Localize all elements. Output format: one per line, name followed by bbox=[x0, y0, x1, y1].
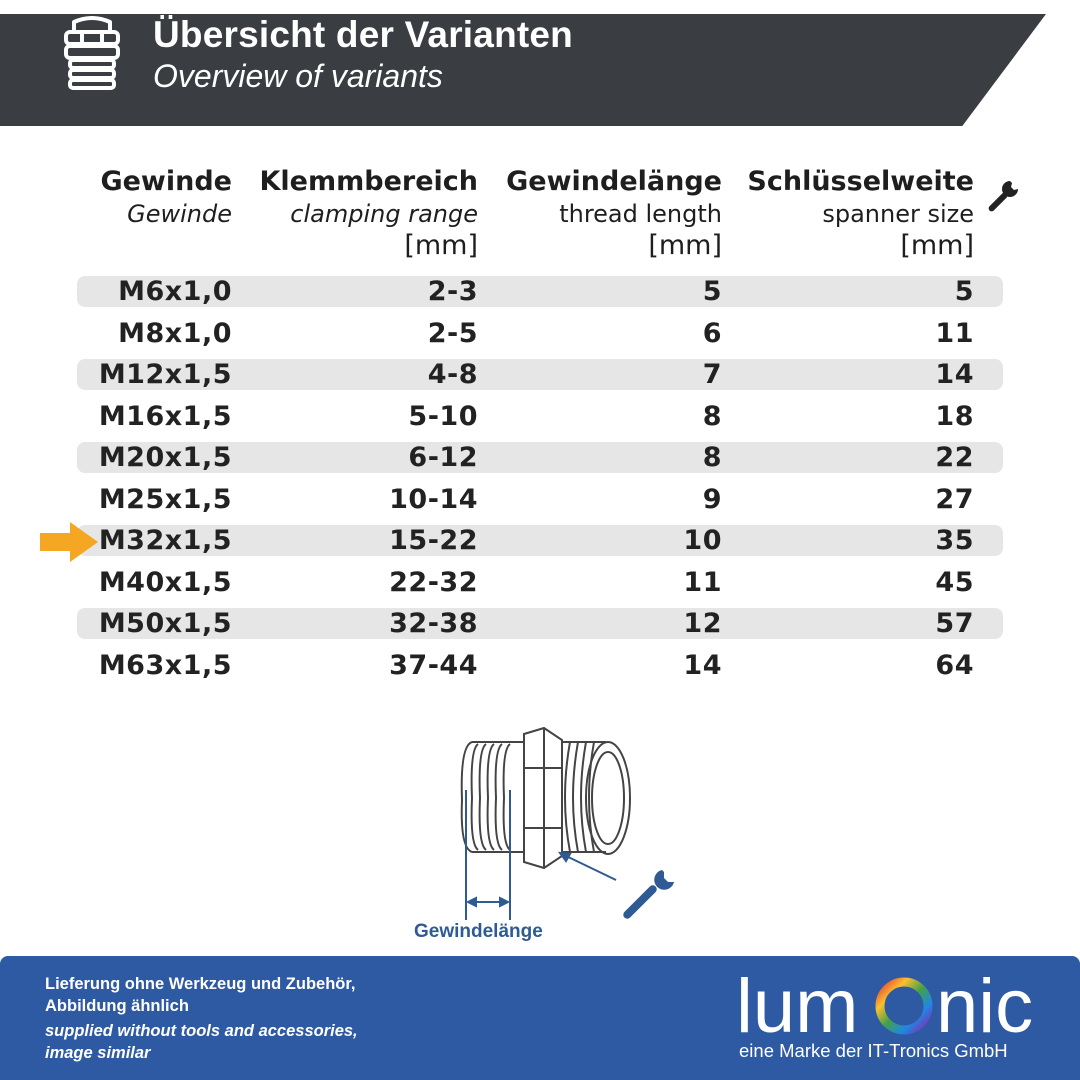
cell-thread: M12x1,5 bbox=[98, 359, 232, 390]
cell-thread-length: 9 bbox=[702, 483, 722, 515]
cell-spanner-size: 45 bbox=[935, 566, 974, 598]
table-row bbox=[0, 313, 1080, 355]
cell-clamping-range: 2-3 bbox=[427, 276, 478, 307]
cell-thread: M25x1,5 bbox=[98, 483, 232, 515]
cell-thread-length: 7 bbox=[702, 359, 722, 390]
svg-text:nic: nic bbox=[936, 966, 1034, 1046]
cell-thread-length: 10 bbox=[683, 525, 722, 556]
cell-thread-length: 12 bbox=[683, 608, 722, 639]
cell-clamping-range: 22-32 bbox=[389, 566, 478, 598]
cell-clamping-range: 2-5 bbox=[427, 317, 478, 349]
cell-clamping-range: 6-12 bbox=[408, 442, 478, 473]
footer bbox=[0, 956, 1080, 1080]
cell-spanner-size: 27 bbox=[935, 483, 974, 515]
table-row bbox=[0, 437, 1080, 479]
page-subtitle: Overview of variants bbox=[153, 58, 443, 94]
column-header-clamping-range: Klemmbereich clamping range [mm] bbox=[259, 166, 478, 261]
cable-gland-icon bbox=[60, 16, 124, 102]
cell-thread-length: 14 bbox=[683, 649, 722, 681]
svg-text:lum: lum bbox=[736, 966, 859, 1046]
thread-adapter-drawing bbox=[400, 720, 700, 934]
cell-thread-length: 5 bbox=[702, 276, 722, 307]
cell-thread: M6x1,0 bbox=[118, 276, 232, 307]
table-row-highlighted bbox=[0, 520, 1080, 562]
cell-clamping-range: 15-22 bbox=[389, 525, 478, 556]
column-header-thread-length: Gewindelänge thread length [mm] bbox=[506, 166, 722, 261]
cell-thread: M32x1,5 bbox=[98, 525, 232, 556]
table-row bbox=[0, 396, 1080, 438]
cell-thread: M20x1,5 bbox=[98, 442, 232, 473]
cell-spanner-size: 14 bbox=[935, 359, 974, 390]
cell-clamping-range: 5-10 bbox=[408, 400, 478, 432]
cell-thread: M40x1,5 bbox=[98, 566, 232, 598]
table-row bbox=[0, 603, 1080, 645]
table-row bbox=[0, 479, 1080, 521]
brand-tagline: eine Marke der IT-Tronics GmbH bbox=[739, 1040, 1008, 1061]
disclaimer-de-line1: Lieferung ohne Werkzeug und Zubehör, bbox=[45, 975, 356, 993]
cell-spanner-size: 11 bbox=[935, 317, 974, 349]
brand-logo bbox=[736, 966, 1056, 1050]
cell-clamping-range: 4-8 bbox=[427, 359, 478, 390]
column-header-spanner-size: Schlüsselweite spanner size [mm] bbox=[747, 166, 974, 261]
cell-thread-length: 6 bbox=[702, 317, 722, 349]
thread-length-label: Gewindelänge bbox=[414, 921, 543, 942]
disclaimer-de-line2: Abbildung ähnlich bbox=[45, 997, 189, 1015]
table-row bbox=[0, 562, 1080, 604]
cell-spanner-size: 18 bbox=[935, 400, 974, 432]
column-header-thread: Gewinde Gewinde bbox=[100, 166, 232, 228]
cell-thread: M63x1,5 bbox=[98, 649, 232, 681]
cell-thread-length: 8 bbox=[702, 400, 722, 432]
table-row bbox=[0, 271, 1080, 313]
cell-clamping-range: 37-44 bbox=[389, 649, 478, 681]
cell-thread: M50x1,5 bbox=[98, 608, 232, 639]
cell-thread-length: 8 bbox=[702, 442, 722, 473]
cell-spanner-size: 57 bbox=[935, 608, 974, 639]
wrench-icon bbox=[984, 177, 1024, 221]
arrow-right-icon bbox=[40, 522, 98, 566]
cell-spanner-size: 35 bbox=[935, 525, 974, 556]
cell-thread: M8x1,0 bbox=[118, 317, 232, 349]
cell-spanner-size: 22 bbox=[935, 442, 974, 473]
table-row bbox=[0, 354, 1080, 396]
table-row bbox=[0, 645, 1080, 687]
disclaimer-en-line1: supplied without tools and accessories, bbox=[45, 1022, 358, 1040]
cell-spanner-size: 64 bbox=[935, 649, 974, 681]
cell-clamping-range: 32-38 bbox=[389, 608, 478, 639]
cell-thread: M16x1,5 bbox=[98, 400, 232, 432]
disclaimer-en-line2: image similar bbox=[45, 1044, 151, 1062]
page-title: Übersicht der Varianten bbox=[153, 14, 573, 55]
cell-spanner-size: 5 bbox=[954, 276, 974, 307]
cell-clamping-range: 10-14 bbox=[389, 483, 478, 515]
cell-thread-length: 11 bbox=[683, 566, 722, 598]
